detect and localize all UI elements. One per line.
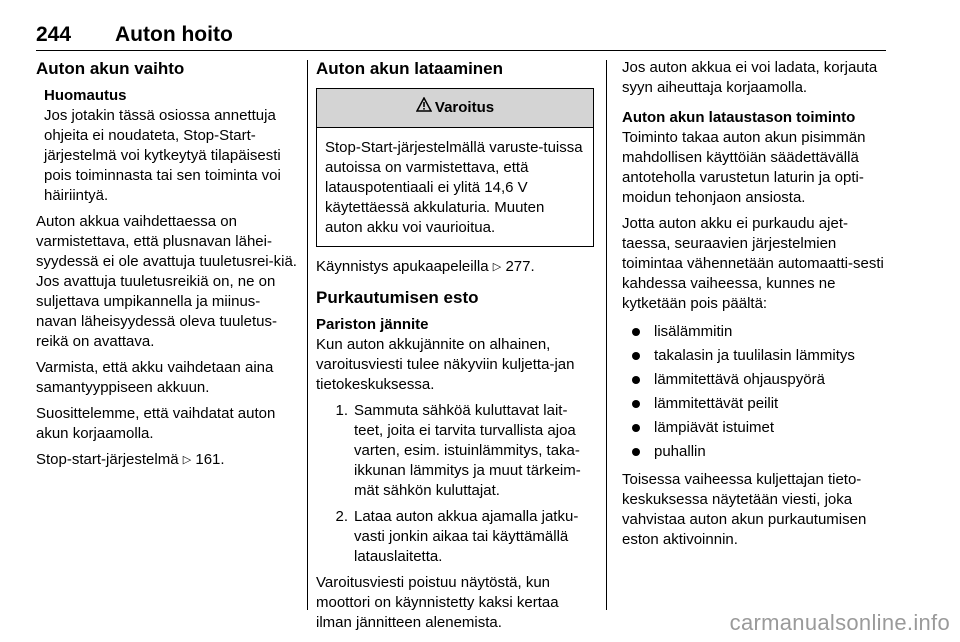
list-item <box>316 401 594 501</box>
paragraph: Kun auton akkujännite on alhainen, varoitusviesti tulee näkyviin kuljetta-jan tietokeskuksessa. <box>316 336 575 393</box>
list-item <box>622 416 892 440</box>
list-item-text: puhallin <box>654 443 706 460</box>
note-title: Huomautus <box>44 87 127 104</box>
page-title: Auton hoito <box>115 23 233 46</box>
section-heading-battery-replacement: Auton akun vaihto <box>36 59 185 78</box>
bullet-icon <box>622 440 654 464</box>
list-item <box>316 507 594 567</box>
steps-list <box>316 401 594 567</box>
step-text: Lataa auton akkua ajamalla jatku-vasti jonkin aikaa tai käyttämällä latauslaitetta. <box>354 508 579 565</box>
paragraph: Toisessa vaiheessa kuljettajan tieto-keskuksessa näytetään viesti, joka vahvistaa auton akun purkautumisen eston aktivoinnin. <box>622 471 867 548</box>
list-item <box>622 392 892 416</box>
subheading-charge-level: Auton akun lataustason toiminto <box>622 109 856 126</box>
paragraph: Toiminto takaa auton akun pisimmän mahdollisen käyttöiän säädettävällä antoteholla varustetun laturin ja opti-moidun tehonjaon ansiosta. <box>622 129 866 206</box>
subheading-voltage: Pariston jännite <box>316 316 429 333</box>
column-3 <box>622 58 892 556</box>
list-item-text: lämpiävät istuimet <box>654 419 775 436</box>
list-item-text: lisälämmitin <box>654 323 733 340</box>
list-item <box>622 344 892 368</box>
paragraph: Jotta auton akku ei purkaudu ajet-taessa, seuraavien järjestelmien toimintaa vähennetään automaatti-sesti kahdessa vaiheessa, kunnes ne kytketään pois päältä: <box>622 215 884 312</box>
bullet-icon <box>622 392 654 416</box>
warning-triangle-icon <box>416 89 432 127</box>
page-header <box>36 20 886 51</box>
cross-reference-page: 277. <box>505 258 535 275</box>
watermark: carmanualsonline.info <box>729 610 950 635</box>
bullet-icon <box>622 368 654 392</box>
warning-header <box>317 89 593 128</box>
list-item-text: takalasin ja tuulilasin lämmitys <box>654 347 855 364</box>
cross-reference <box>36 450 298 470</box>
list-item-text: lämmitettävät peilit <box>654 395 779 412</box>
paragraph: Suosittelemme, että vaihdatat auton akun korjaamolla. <box>36 405 276 442</box>
systems-list <box>622 320 892 464</box>
step-number: 2. <box>335 508 348 525</box>
cross-reference-text: Stop-start-järjestelmä <box>36 451 179 468</box>
bullet-icon <box>622 344 654 368</box>
paragraph: Varoitusviesti poistuu näytöstä, kun moottori on käynnistetty kaksi kertaa ilman jännitteen alenemista. <box>316 574 559 631</box>
list-item <box>622 440 892 464</box>
cross-reference-text: Käynnistys apukaapeleilla <box>316 258 489 275</box>
warning-text: Stop-Start-järjestelmällä varuste-tuissa autoissa on varmistettava, että latauspotentiaali ei ylitä 14,6 V käytettäessä akkulaturia. Muuten auton akku voi vaurioitua. <box>325 139 583 236</box>
page-ref-arrow-icon: ▷ <box>492 261 502 273</box>
section-heading-charging: Auton akun lataaminen <box>316 59 504 78</box>
column-divider <box>307 60 308 610</box>
paragraph: Jos auton akkua ei voi ladata, korjauta syyn aiheuttaja korjaamolla. <box>622 59 878 96</box>
note-text: Jos jotakin tässä osiossa annettuja ohjeita ei noudateta, Stop-Start-järjestelmä voi kytkeytyä tilapäisesti pois toiminnasta tai sen toiminta voi häiriintyä. <box>44 107 281 204</box>
cross-reference-page: 161. <box>195 451 225 468</box>
column-divider <box>606 60 607 610</box>
note-box <box>36 86 298 206</box>
page-ref-arrow-icon: ▷ <box>182 454 192 466</box>
column-1 <box>36 58 298 476</box>
bullet-icon <box>622 320 654 344</box>
step-number: 1. <box>335 402 348 419</box>
page-number: 244 <box>36 23 72 46</box>
section-heading-discharge-prevention: Purkautumisen esto <box>316 288 479 307</box>
list-item <box>622 368 892 392</box>
step-text: Sammuta sähköä kuluttavat lait-teet, joita ei tarvita turvallista ajoa varten, esim. istuinlämmitys, taka-ikkunan lämmitys ja muut tärkeim-mät sähkön kuluttajat. <box>354 402 581 499</box>
bullet-icon <box>622 416 654 440</box>
warning-box <box>316 88 594 247</box>
warning-title: Varoitus <box>434 99 495 116</box>
paragraph: Auton akkua vaihdettaessa on varmistettava, että plusnavan lähei-syydessä ei ole avattuja tuuletusrei-kiä. Jos avattuja tuuletusreikiä on, ne on suljettava umpikannella ja miinus-navan läheisyydessä oleva tuuletus-reikä on avattava. <box>36 213 297 350</box>
cross-reference <box>316 257 594 277</box>
column-2 <box>316 58 594 639</box>
paragraph: Varmista, että akku vaihdetaan aina samantyyppiseen akkuun. <box>36 359 274 396</box>
list-item <box>622 320 892 344</box>
list-item-text: lämmitettävä ohjauspyörä <box>654 371 825 388</box>
